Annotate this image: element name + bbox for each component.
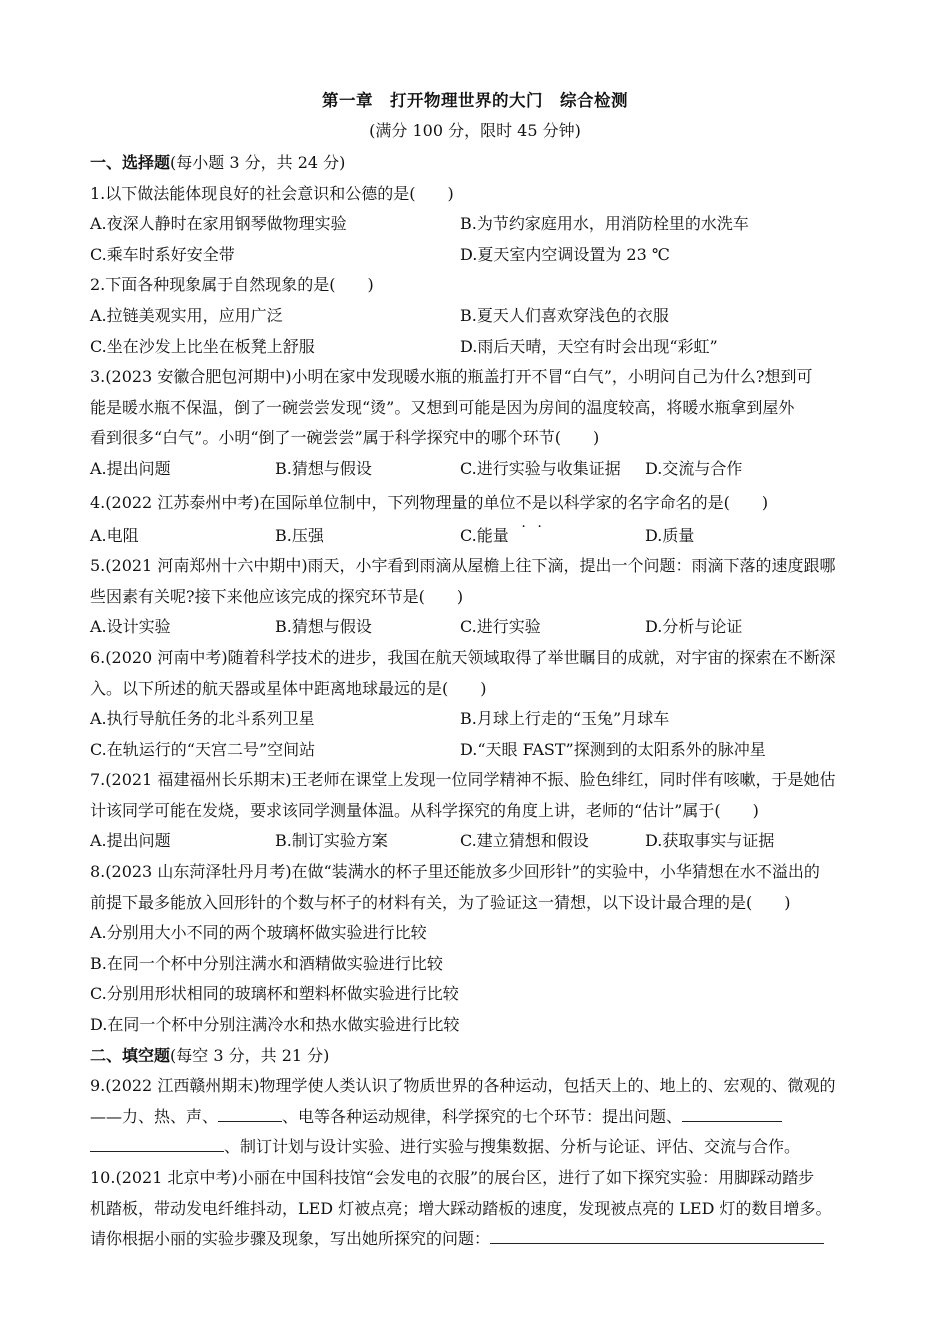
question-9-line-2 (90, 1102, 860, 1133)
question-8-line-2: 前提下最多能放入回形针的个数与杯子的材料有关，为了验证这一猜想，以下设计最合理的是( ) (90, 892, 791, 912)
question-7-line-1: 7.(2021 福建福州长乐期末)王老师在课堂上发现一位同学精神不振、脸色绯红，同时伴有咳嗽，于是她估 (90, 770, 836, 790)
question-1-option-c: C.乘车时系好安全带 (90, 244, 235, 264)
question-7-line-2: 计该同学可能在发烧，要求该同学测量体温。从科学探究的角度上讲，老师的“估计”属于( ) (90, 800, 759, 820)
question-7-option-b: B.制订实验方案 (275, 831, 388, 851)
section-fill-note: (每空 3 分，共 21 分) (170, 1045, 330, 1065)
question-5-option-c: C.进行实验 (460, 617, 541, 637)
question-8-option-b: B.在同一个杯中分别注满水和酒精做实验进行比较 (90, 953, 443, 973)
question-5-line-2: 些因素有关呢?接下来他应该完成的探究环节是( ) (90, 586, 464, 606)
question-2-option-b: B.夏天人们喜欢穿浅色的衣服 (460, 305, 669, 325)
question-4-stem (90, 485, 860, 521)
question-10-line-1: 10.(2021 北京中考)小丽在中国科技馆“会发电的衣服”的展台区，进行了如下探究实验：用脚踩动踏步 (90, 1168, 815, 1187)
question-4-option-b: B.压强 (275, 525, 324, 545)
question-2-option-a: A.拉链美观实用，应用广泛 (90, 305, 283, 325)
question-1-stem: 1.以下做法能体现良好的社会意识和公德的是( ) (90, 183, 454, 203)
question-2-stem: 2.下面各种现象属于自然现象的是( ) (90, 275, 374, 295)
question-7-option-d: D.获取事实与证据 (645, 831, 775, 851)
question-6-line-2: 入。以下所述的航天器或星体中距离地球最远的是( ) (90, 678, 487, 698)
question-9-line-1: 9.(2022 江西赣州期末)物理学使人类认识了物质世界的各种运动，包括天上的、地上的、宏观的、微观的 (90, 1076, 836, 1096)
page-subtitle: (满分 100 分，限时 45 分钟) (369, 121, 581, 140)
question-3-options (90, 454, 860, 485)
question-4-stem-pre: 4.(2022 江苏泰州中考)在国际单位制中，下列物理量的单位 (90, 492, 516, 512)
question-6-option-a: A.执行导航任务的北斗系列卫星 (90, 709, 315, 729)
question-4-option-a: A.电阻 (90, 525, 139, 545)
question-1-options-row-2 (90, 240, 860, 271)
question-5-option-d: D.分析与论证 (645, 617, 743, 637)
question-9-blank-3[interactable] (90, 1133, 224, 1152)
question-6-option-c: C.在轨运行的“天宫二号”空间站 (90, 739, 316, 759)
question-2-options-row-2 (90, 332, 860, 363)
question-3-line-2: 能是暖水瓶不保温，倒了一碗尝尝发现“烫”。又想到可能是因为房间的温度较高，将暖水瓶拿到屋外 (90, 397, 795, 417)
section-fill-header (90, 1041, 860, 1072)
question-4-option-c: C.能量 (460, 525, 509, 545)
question-5-line-1: 5.(2021 河南郑州十六中期中)雨天，小宇看到雨滴从屋檐上往下滴，提出一个问题：雨滴下落的速度跟哪 (90, 556, 836, 576)
question-3-line-3: 看到很多“白气”。小明“倒了一碗尝尝”属于科学探究中的哪个环节( ) (90, 428, 600, 448)
question-9-line-2b: 、电等各种运动规律，科学探究的七个环节：提出问题、 (282, 1106, 683, 1126)
question-3-option-a: A.提出问题 (90, 458, 171, 478)
question-8-option-d: D.在同一个杯中分别注满冷水和热水做实验进行比较 (90, 1015, 460, 1035)
question-6-line-1: 6.(2020 河南中考)随着科学技术的进步，我国在航天领域取得了举世瞩目的成就，对宇宙的探索在不断深 (90, 647, 836, 667)
question-4-options (90, 521, 860, 552)
question-1-options-row-1 (90, 209, 860, 240)
question-6-option-d: D.“天眼 FAST”探测到的太阳系外的脉冲星 (460, 739, 766, 759)
question-9-blank-2[interactable] (682, 1103, 782, 1122)
question-10-answer-blank[interactable] (490, 1225, 824, 1244)
question-1-option-a: A.夜深人静时在家用钢琴做物理实验 (90, 214, 347, 234)
question-4-option-d: D.质量 (645, 525, 695, 545)
question-2-option-d: D.雨后天晴，天空有时会出现“彩虹” (460, 336, 718, 356)
question-7-option-a: A.提出问题 (90, 831, 171, 851)
question-2-options-row-1 (90, 301, 860, 332)
question-10-line-3-text: 请你根据小丽的实验步骤及现象，写出她所探究的问题： (90, 1229, 491, 1249)
question-3-option-b: B.猜想与假设 (275, 458, 372, 478)
exam-page (90, 86, 860, 1255)
question-6-option-b: B.月球上行走的“玉兔”月球车 (460, 709, 670, 729)
question-3-option-d: D.交流与合作 (645, 458, 743, 478)
question-5-options (90, 612, 860, 643)
question-4-emphasis-2: 是 (531, 492, 548, 512)
question-3-line-1: 3.(2023 安徽合肥包河期中)小明在家中发现暖水瓶的瓶盖打开不冒“白气”，小明问自己为什么?想到可 (90, 367, 813, 387)
question-2-option-c: C.坐在沙发上比坐在板凳上舒服 (90, 336, 315, 356)
question-9-line-3-text: 、制订计划与设计实验、进行实验与搜集数据、分析与论证、评估、交流与合作。 (224, 1137, 801, 1157)
question-6-options-row-2 (90, 735, 860, 766)
question-4-stem-post: 以科学家的名字命名的是( ) (547, 492, 769, 512)
section-choice-note: (每小题 3 分，共 24 分) (170, 153, 346, 172)
question-8-option-a: A.分别用大小不同的两个玻璃杯做实验进行比较 (90, 923, 427, 943)
question-7-options (90, 826, 860, 857)
question-1-option-b: B.为节约家庭用水，用消防栓里的水洗车 (460, 214, 749, 234)
question-7-option-c: C.建立猜想和假设 (460, 831, 589, 851)
section-choice-header (90, 148, 860, 179)
question-6-options-row-1 (90, 704, 860, 735)
question-3-option-c: C.进行实验与收集证据 (460, 458, 621, 478)
question-8-line-1: 8.(2023 山东菏泽牡丹月考)在做“装满水的杯子里还能放多少回形针”的实验中，小华猜想在水不溢出的 (90, 862, 820, 882)
question-5-option-a: A.设计实验 (90, 617, 171, 637)
question-9-line-3 (90, 1132, 860, 1163)
question-5-option-b: B.猜想与假设 (275, 617, 372, 637)
question-10-line-2: 机踏板，带动发电纤维抖动，LED 灯被点亮；增大踩动踏板的速度，发现被点亮的 LED 灯的数目增多。 (90, 1198, 832, 1218)
question-9-line-2a: ——力、热、声、 (90, 1106, 219, 1126)
question-4-emphasis-1: 不 (515, 492, 532, 512)
question-9-blank-1[interactable] (218, 1103, 282, 1122)
question-1-option-d: D.夏天室内空调设置为 23 ℃ (460, 244, 670, 264)
page-title: 第一章 打开物理世界的大门 综合检测 (322, 91, 628, 110)
question-8-option-c: C.分别用形状相同的玻璃杯和塑料杯做实验进行比较 (90, 984, 459, 1004)
section-fill-label: 二、填空题 (90, 1045, 171, 1065)
section-choice-label: 一、选择题 (90, 153, 171, 172)
question-10-line-3 (90, 1224, 860, 1255)
